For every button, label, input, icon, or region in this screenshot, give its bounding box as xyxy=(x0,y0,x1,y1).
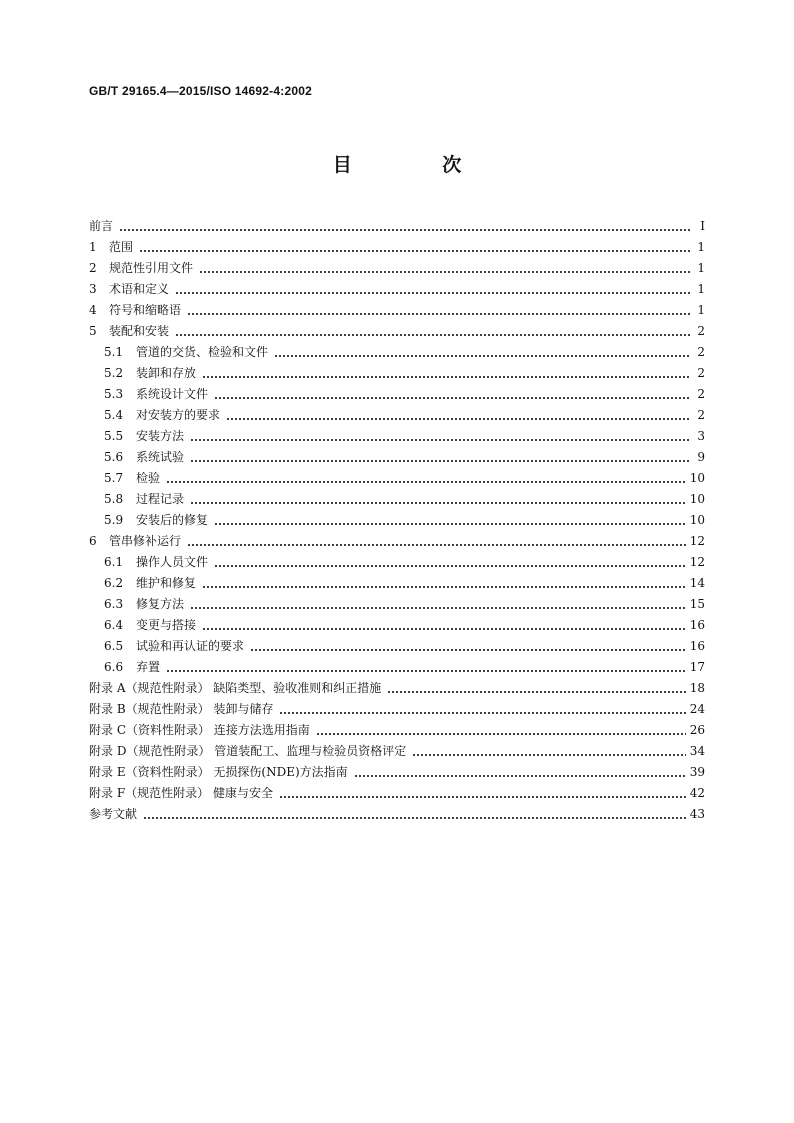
toc-entry[interactable] xyxy=(89,342,705,363)
toc-leader-dots xyxy=(250,636,686,657)
toc-entry[interactable] xyxy=(89,321,705,342)
toc-entry-number: 5 xyxy=(89,324,97,338)
toc-entry-label: 安装后的修复 xyxy=(136,513,209,527)
toc-entry-page: 10 xyxy=(689,492,705,506)
toc-entry-page: 34 xyxy=(689,744,705,758)
toc-leader-dots xyxy=(214,552,686,573)
toc-entry-number: 5.8 xyxy=(104,492,124,506)
toc-leader-dots xyxy=(202,615,686,636)
toc-leader-dots xyxy=(190,426,691,447)
toc-entry[interactable] xyxy=(89,720,705,741)
toc-entry-page: 18 xyxy=(689,681,705,695)
toc-entry-page: 10 xyxy=(689,471,705,485)
toc-entry-number: 6.4 xyxy=(104,618,124,632)
toc-entry[interactable] xyxy=(89,405,705,426)
toc-entry[interactable] xyxy=(89,258,705,279)
toc-leader-dots xyxy=(279,783,686,804)
toc-entry-number: 5.3 xyxy=(104,387,124,401)
toc-entry-label: 安装方法 xyxy=(136,429,185,443)
toc-entry-number: 1 xyxy=(89,240,97,254)
toc-leader-dots xyxy=(214,384,691,405)
toc-entry-number: 5.9 xyxy=(104,513,124,527)
toc-entry-label: 对安装方的要求 xyxy=(136,408,221,422)
toc-leader-dots xyxy=(139,237,691,258)
toc-entry-label: 弃置 xyxy=(136,660,161,674)
toc-entry-label: 系统试验 xyxy=(136,450,185,464)
toc-entry-number: 5.6 xyxy=(104,450,124,464)
toc-entry[interactable] xyxy=(89,363,705,384)
toc-entry[interactable] xyxy=(89,447,705,468)
toc-entry-number: 3 xyxy=(89,282,97,296)
toc-leader-dots xyxy=(354,762,686,783)
toc-entry-page: 2 xyxy=(697,408,705,422)
toc-entry-label: 附录 E（资料性附录） 无损探伤(NDE)方法指南 xyxy=(89,765,348,779)
toc-leader-dots xyxy=(175,279,691,300)
toc-entry-label: 装配和安装 xyxy=(109,324,170,338)
toc-entry[interactable] xyxy=(89,531,705,552)
toc-entry[interactable] xyxy=(89,237,705,258)
toc-entry[interactable] xyxy=(89,216,705,237)
toc-leader-dots xyxy=(190,447,691,468)
toc-entry[interactable] xyxy=(89,510,705,531)
toc-entry-page: 26 xyxy=(689,723,705,737)
toc-entry-page: 43 xyxy=(689,807,705,821)
toc-leader-dots xyxy=(202,573,686,594)
toc-entry[interactable] xyxy=(89,615,705,636)
toc-entry-label: 过程记录 xyxy=(136,492,185,506)
toc-entry-label: 参考文献 xyxy=(89,807,138,821)
toc-entry-page: 2 xyxy=(697,387,705,401)
toc-entry-label: 管串修补运行 xyxy=(109,534,182,548)
toc-entry-label: 检验 xyxy=(136,471,161,485)
toc-entry-number: 5.1 xyxy=(104,345,124,359)
toc-entry-page: 17 xyxy=(689,660,705,674)
toc-entry[interactable] xyxy=(89,426,705,447)
toc-entry-page: 12 xyxy=(689,534,705,548)
toc-entry-page: 16 xyxy=(689,639,705,653)
toc-entry[interactable] xyxy=(89,804,705,825)
toc-entry-page: 9 xyxy=(697,450,705,464)
toc-entry[interactable] xyxy=(89,699,705,720)
toc-entry-number: 5.7 xyxy=(104,471,124,485)
toc-entry-number: 6.5 xyxy=(104,639,124,653)
toc-entry-page: 15 xyxy=(689,597,705,611)
toc-entry-label: 维护和修复 xyxy=(136,576,197,590)
table-of-contents xyxy=(89,216,705,825)
toc-leader-dots xyxy=(199,258,691,279)
toc-entry-page: 2 xyxy=(697,324,705,338)
toc-leader-dots xyxy=(214,510,686,531)
toc-leader-dots xyxy=(190,489,686,510)
toc-leader-dots xyxy=(143,804,686,825)
toc-entry[interactable] xyxy=(89,657,705,678)
toc-entry-page: 39 xyxy=(689,765,705,779)
toc-leader-dots xyxy=(274,342,691,363)
toc-entry-page: 10 xyxy=(689,513,705,527)
toc-entry-label: 附录 C（资料性附录） 连接方法选用指南 xyxy=(89,723,310,737)
toc-entry-page: 2 xyxy=(697,366,705,380)
toc-entry-number: 5.4 xyxy=(104,408,124,422)
toc-leader-dots xyxy=(226,405,691,426)
toc-entry-number: 6.3 xyxy=(104,597,124,611)
toc-entry[interactable] xyxy=(89,468,705,489)
toc-leader-dots xyxy=(202,363,691,384)
toc-entry-page: 1 xyxy=(697,261,705,275)
toc-entry-label: 符号和缩略语 xyxy=(109,303,182,317)
toc-leader-dots xyxy=(279,699,685,720)
toc-leader-dots xyxy=(190,594,686,615)
toc-entry[interactable] xyxy=(89,636,705,657)
toc-entry-page: 1 xyxy=(697,282,705,296)
toc-entry-page: I xyxy=(700,219,705,233)
toc-entry-number: 6.2 xyxy=(104,576,124,590)
toc-entry-label: 试验和再认证的要求 xyxy=(136,639,245,653)
toc-leader-dots xyxy=(316,720,686,741)
toc-entry-label: 术语和定义 xyxy=(109,282,170,296)
toc-entry-page: 3 xyxy=(697,429,705,443)
toc-entry-page: 16 xyxy=(689,618,705,632)
page-title: 目 次 xyxy=(332,154,504,176)
toc-entry-number: 5.2 xyxy=(104,366,124,380)
toc-entry[interactable] xyxy=(89,594,705,615)
toc-entry-label: 修复方法 xyxy=(136,597,185,611)
toc-entry-number: 6 xyxy=(89,534,97,548)
toc-entry-page: 12 xyxy=(689,555,705,569)
toc-entry[interactable] xyxy=(89,489,705,510)
toc-entry-label: 前言 xyxy=(89,219,114,233)
toc-entry[interactable] xyxy=(89,300,705,321)
toc-entry-page: 24 xyxy=(689,702,705,716)
toc-leader-dots xyxy=(187,300,691,321)
toc-leader-dots xyxy=(166,657,686,678)
toc-entry-page: 42 xyxy=(689,786,705,800)
toc-entry-label: 规范性引用文件 xyxy=(109,261,194,275)
toc-entry-label: 范围 xyxy=(109,240,134,254)
toc-entry-number: 4 xyxy=(89,303,97,317)
toc-entry[interactable] xyxy=(89,762,705,783)
toc-entry-label: 装卸和存放 xyxy=(136,366,197,380)
toc-entry-number: 2 xyxy=(89,261,97,275)
toc-entry-page: 14 xyxy=(689,576,705,590)
toc-entry[interactable] xyxy=(89,678,705,699)
toc-leader-dots xyxy=(412,741,685,762)
toc-entry-number: 6.1 xyxy=(104,555,124,569)
toc-entry-label: 附录 B（规范性附录） 装卸与储存 xyxy=(89,702,274,716)
toc-entry-number: 6.6 xyxy=(104,660,124,674)
toc-leader-dots xyxy=(387,678,685,699)
toc-entry-label: 变更与搭接 xyxy=(136,618,197,632)
toc-leader-dots xyxy=(187,531,686,552)
toc-entry-label: 系统设计文件 xyxy=(136,387,209,401)
toc-entry-number: 5.5 xyxy=(104,429,124,443)
toc-entry[interactable] xyxy=(89,573,705,594)
toc-entry-label: 附录 D（规范性附录） 管道装配工、监理与检验员资格评定 xyxy=(89,744,407,758)
toc-entry-page: 2 xyxy=(697,345,705,359)
toc-leader-dots xyxy=(175,321,691,342)
toc-entry[interactable] xyxy=(89,741,705,762)
toc-entry-label: 附录 A（规范性附录） 缺陷类型、验收准则和纠正措施 xyxy=(89,681,382,695)
document-code-header: GB/T 29165.4—2015/ISO 14692-4:2002 xyxy=(89,84,312,98)
toc-entry[interactable] xyxy=(89,552,705,573)
toc-entry-label: 管道的交货、检验和文件 xyxy=(136,345,269,359)
toc-entry-label: 附录 F（规范性附录） 健康与安全 xyxy=(89,786,273,800)
toc-entry-page: 1 xyxy=(697,240,705,254)
toc-leader-dots xyxy=(166,468,686,489)
toc-entry[interactable] xyxy=(89,783,705,804)
toc-entry[interactable] xyxy=(89,279,705,300)
toc-leader-dots xyxy=(119,216,691,237)
toc-entry[interactable] xyxy=(89,384,705,405)
toc-entry-label: 操作人员文件 xyxy=(136,555,209,569)
toc-entry-page: 1 xyxy=(697,303,705,317)
